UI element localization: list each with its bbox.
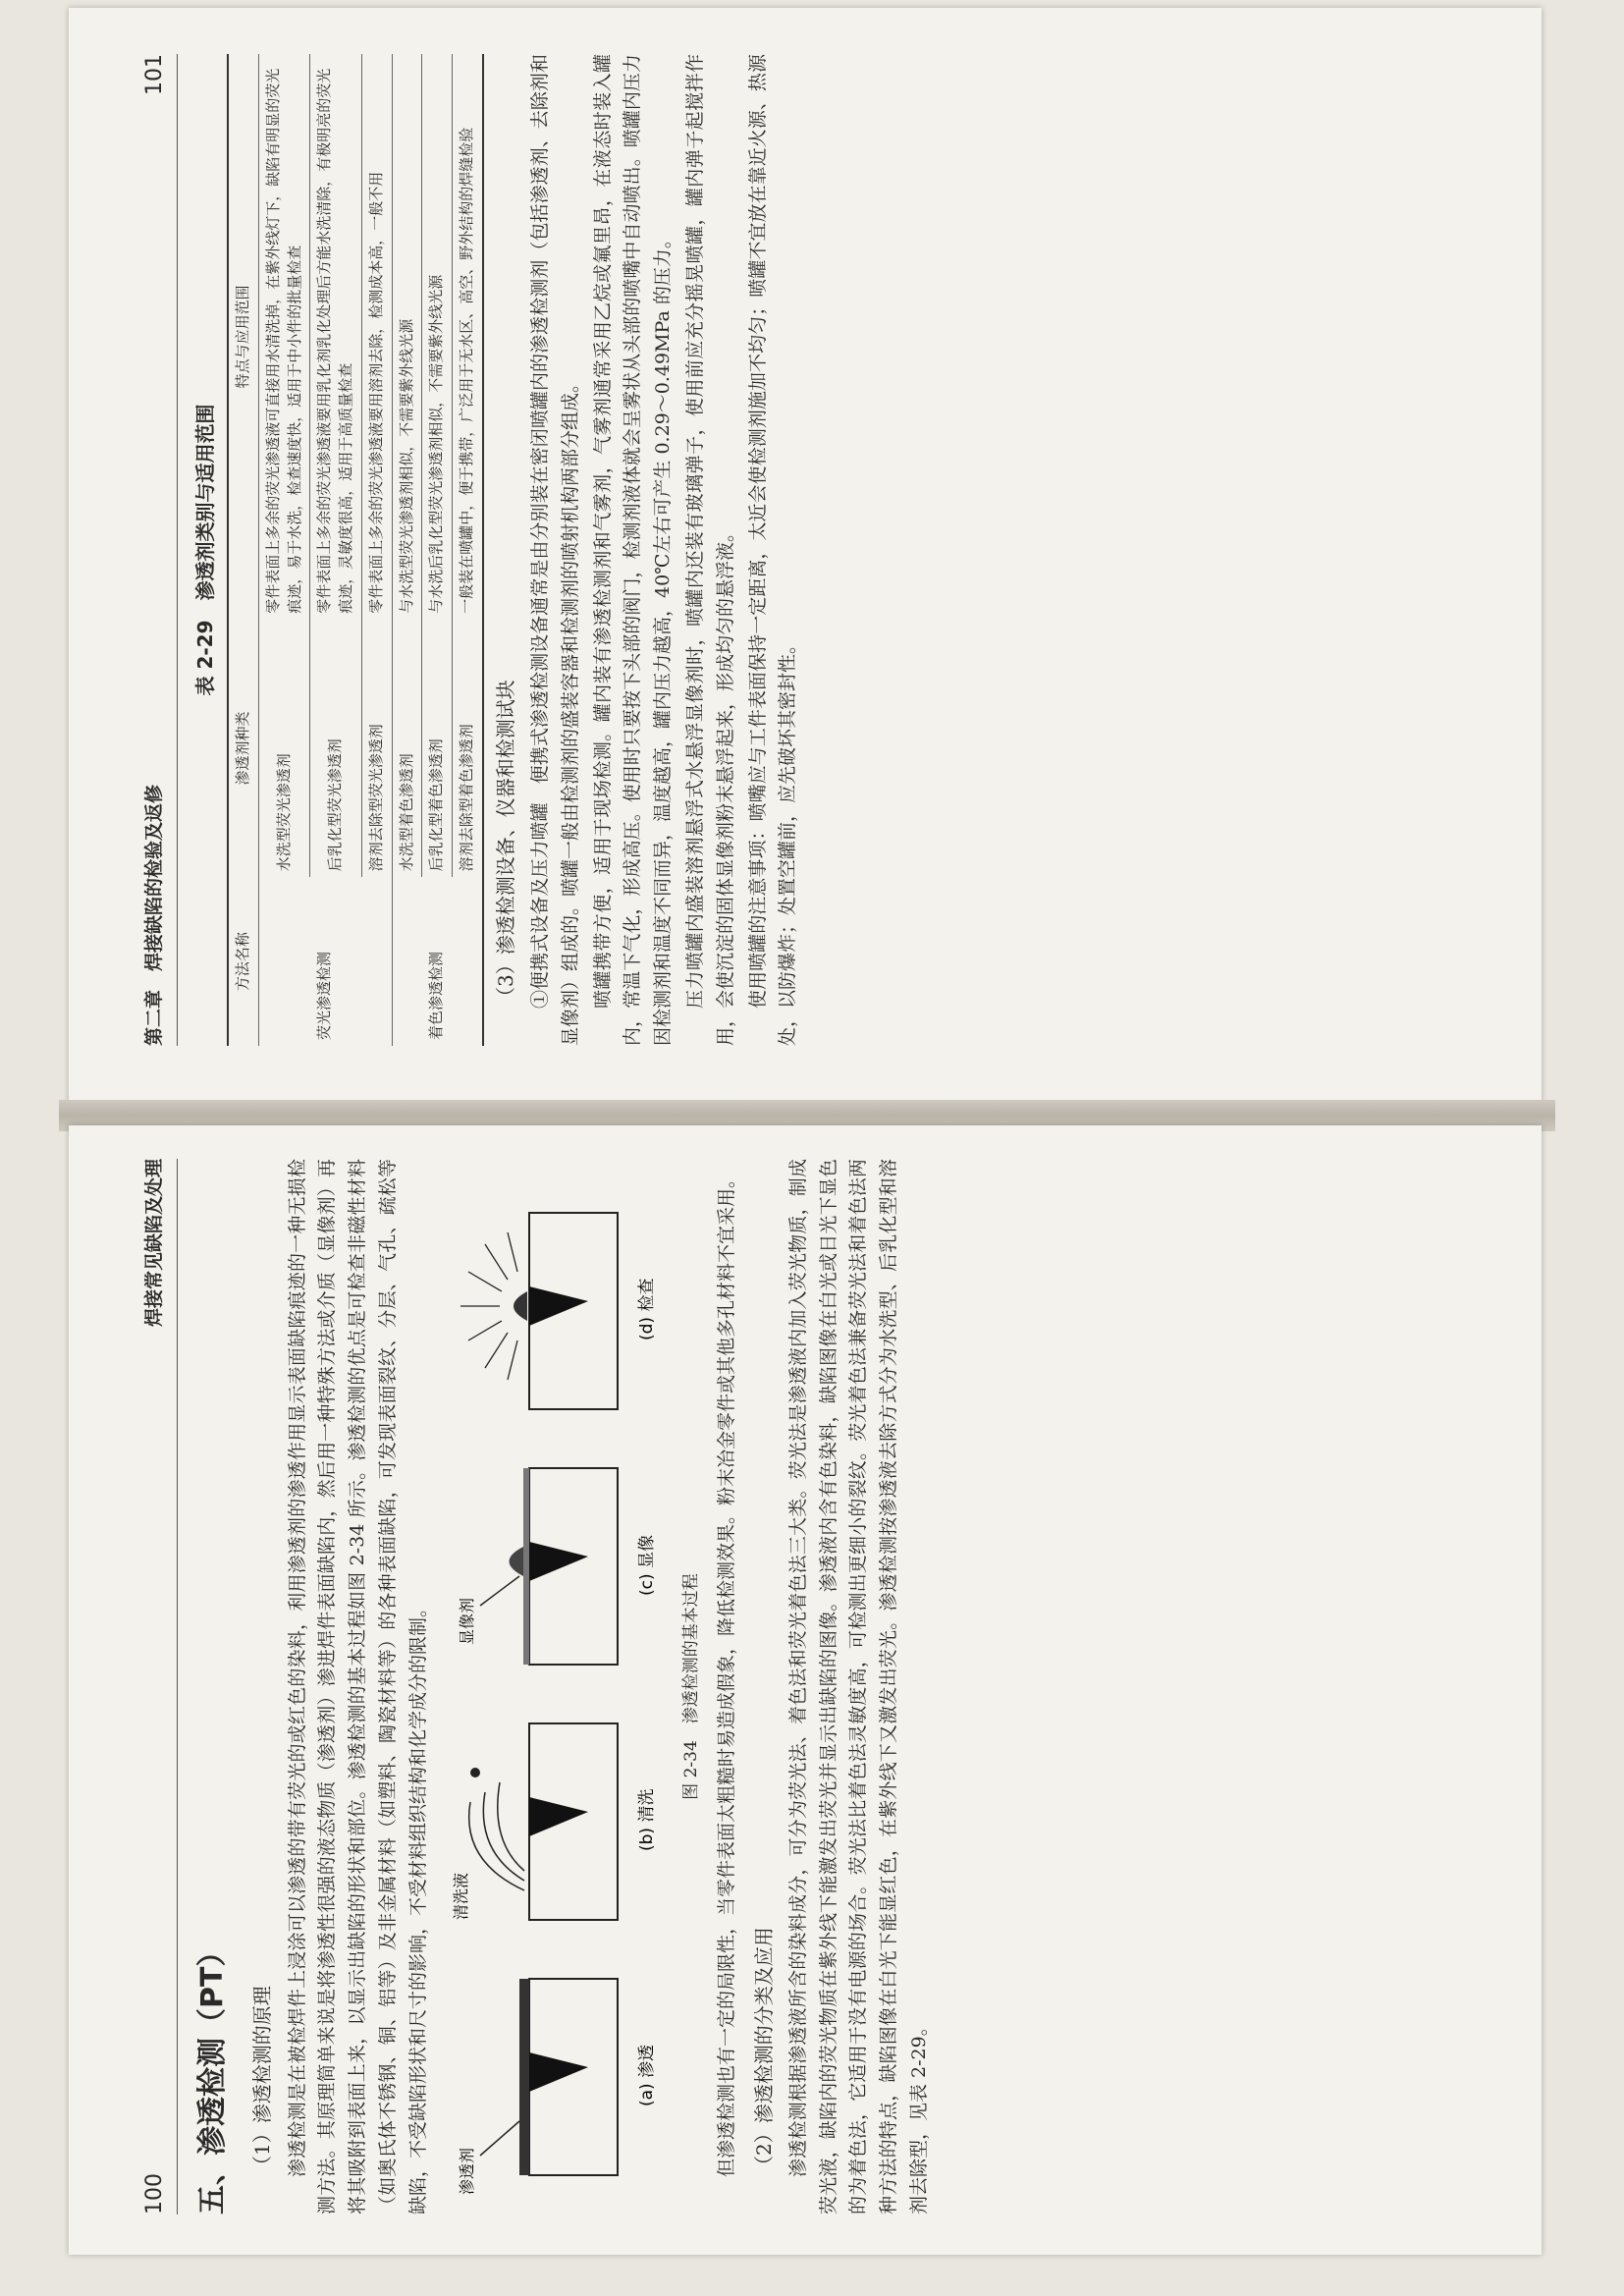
panel-caption: (d) 检查 bbox=[637, 1278, 658, 1340]
table-cell-desc: 与水洗后乳化型荧光渗透剂相似，不需要紫外线光源 bbox=[422, 54, 453, 620]
table-cell-desc: 零件表面上多余的荧光渗透液要用溶剂去除，检测成本高，一般不用 bbox=[361, 54, 392, 620]
cleaner-label: 清洗液 bbox=[452, 1872, 471, 1920]
defect-crack-c bbox=[529, 1542, 588, 1581]
body-paragraph: 但渗透检测也有一定的局限性，当零件表面太粗糙时易造成假象，降低检测效果。粉末冶金零件或其他多孔材料不宜采用。 bbox=[715, 1169, 737, 2177]
table-cell-desc: 零件表面上多余的荧光渗透液可直接用水清洗掉，在紫外线灯下，缺陷有明显的荧光痕迹，易于水洗，检查速度快，适用于中小件的批量检查 bbox=[258, 54, 310, 620]
figure-2-34 bbox=[441, 1159, 705, 2214]
cleaning-spray-lines bbox=[469, 1782, 524, 1890]
developer-label: 显像剂 bbox=[458, 1597, 477, 1645]
nozzle-icon bbox=[470, 1768, 480, 1777]
table-cell-desc: 零件表面上多余的荧光渗透液要用乳化剂乳化处理后方能水洗清除，有极明亮的荧光痕迹，灵敏度很高，适用于高质量检查 bbox=[310, 54, 362, 620]
page-100 bbox=[137, 1159, 1492, 2214]
table-header-kind: 渗透剂种类 bbox=[228, 620, 258, 878]
leader-line bbox=[480, 2121, 519, 2156]
running-head-title: 第二章 焊接缺陷的检验及返修 bbox=[143, 784, 166, 1046]
page-101 bbox=[137, 54, 1492, 1046]
panel-b bbox=[452, 1723, 657, 1920]
panel-c bbox=[458, 1468, 657, 1665]
penetrant-table bbox=[227, 54, 484, 1046]
running-head bbox=[137, 54, 178, 1046]
leader-line bbox=[480, 1576, 519, 1606]
body-paragraph: 喷罐携带方便，适用于现场检测。罐内装有渗透检测剂和气雾剂，气雾剂通常采用乙烷或氟里昂，在液态时装入罐内，常温下气化，形成高压。使用时只要按下头部的阀门，检测剂液体就会呈雾状从头部的喷嘴中自动喷出。喷罐内压力因检测剂和温度不同而异，温度越高，罐内压力越高，40℃左右可产生 0.29～0.49MPa 的压力。 bbox=[591, 54, 675, 1046]
table-cell-desc: 一般装在喷罐中，便于携带，广泛用于无水区、高空、野外结构的焊缝检验 bbox=[453, 54, 483, 620]
panel-a bbox=[458, 1979, 657, 2195]
running-head bbox=[137, 1159, 178, 2214]
table-cell-method: 荧光渗透检测 bbox=[258, 877, 392, 1046]
developer-layer bbox=[523, 1468, 529, 1665]
defect-crack-a bbox=[529, 2052, 588, 2092]
subsection-heading: （2）渗透检测的分类及应用 bbox=[751, 1927, 776, 2175]
table-cell-kind: 溶剂去除型着色渗透剂 bbox=[453, 620, 483, 878]
table-header-desc: 特点与应用范围 bbox=[228, 54, 258, 620]
table-cell-kind: 后乳化型荧光渗透剂 bbox=[310, 620, 362, 878]
body-paragraph: ①便携式设备及压力喷罐 便携式渗透检测设备通常是由分别装在密闭喷罐内的渗透检测剂（包括渗透剂、去除剂和显像剂）组成的。喷罐一般由检测剂的盛装容器和检测剂的喷射机构两部分组成。 bbox=[529, 54, 581, 1046]
table-cell-method: 着色渗透检测 bbox=[392, 877, 483, 1046]
figure-caption: 图 2-34 渗透检测的基本过程 bbox=[681, 1573, 702, 1800]
bleed-out-indication bbox=[510, 1547, 524, 1576]
panel-caption: (a) 渗透 bbox=[637, 2044, 658, 2106]
section-title: 五、渗透检测（PT） bbox=[194, 1937, 230, 2214]
page-number: 101 bbox=[142, 54, 167, 95]
panel-caption: (c) 显像 bbox=[637, 1534, 658, 1596]
table-cell-desc: 与水洗型荧光渗透剂相似，不需要紫外线光源 bbox=[392, 54, 422, 620]
running-head-title: 焊接常见缺陷及处理 bbox=[143, 1159, 166, 1328]
table-header-method: 方法名称 bbox=[228, 877, 258, 1046]
indication-d bbox=[514, 1291, 527, 1321]
body-paragraph: 渗透检测根据渗透液所含的染料成分，可分为荧光法、着色法和荧光着色法三大类。荧光法是渗透液内加入荧光物质，制成荧光液，缺陷内的荧光物质在紫外线下能激发出荧光并显示出缺陷的图像。渗透液内含有色染料，缺陷图像在白光或日光下显色的为着色法，它适用于没有电源的场合。荧光法比着色法灵敏度高，可检测出更细小的裂纹。荧光着色法兼备荧光法和着色法两种方法的特点，缺陷图像在白光下能显红色，在紫外线下又激发出荧光。渗透检测按渗透液去除方式分为水洗型、后乳化型和溶剂去除型，见表 2-29。 bbox=[786, 1159, 930, 2214]
body-paragraph: 使用喷罐的注意事项：喷嘴应与工件表面保持一定距离，太近会使检测剂施加不均匀；喷罐不宜放在靠近火源、热源处，以防爆炸；处置空罐前，应先破坏其密封性。 bbox=[746, 54, 799, 1046]
panel-d bbox=[460, 1213, 657, 1409]
subsection-heading: （1）渗透检测的原理 bbox=[250, 1986, 275, 2175]
panel-caption: (b) 清洗 bbox=[637, 1788, 658, 1851]
defect-crack-b bbox=[529, 1797, 588, 1836]
body-paragraph: 压力喷罐内盛装溶剂悬浮式水悬浮显像剂时，喷罐内还装有玻璃弹子，使用前应充分摇晃喷罐，罐内弹子起搅拌作用，会使沉淀的固体显像剂粉末悬浮起来，形成均匀的悬浮液。 bbox=[683, 54, 736, 1046]
light-rays-icon bbox=[460, 1232, 517, 1380]
body-paragraph: 渗透检测是在被检焊件上浸涂可以渗透的带有荧光的或红色的染料，利用渗透剂的渗透作用显示表面缺陷痕迹的一种无损检测方法。其原理简单来说是将渗透性很强的液态物质（渗透剂）渗进焊件表面缺陷内，然后用一种特殊方法或介质（显像剂）再将其吸附到表面上来，以显示出缺陷的形状和部位。渗透检测的基本过程如图 2-34 所示。渗透检测的优点是可检查非磁性材料（如奥氏体不锈钢、铜、铝等）及非金属材料（如塑料、陶瓷材料等）的各种表面缺陷，可发现表面裂纹、分层、气孔、疏松等缺陷，不受缺陷形状和尺寸的影响，不受材料组织结构和化学成分的限制。 bbox=[286, 1159, 429, 2214]
table-cell-kind: 水洗型荧光渗透剂 bbox=[258, 620, 310, 878]
table-cell-kind: 水洗型着色渗透剂 bbox=[392, 620, 422, 878]
defect-crack-d bbox=[529, 1286, 588, 1326]
table-row bbox=[392, 54, 422, 1046]
table-caption: 表 2-29 渗透剂类别与适用范围 bbox=[192, 404, 217, 696]
penetrant-label: 渗透剂 bbox=[458, 2147, 477, 2195]
page-number: 100 bbox=[142, 2173, 167, 2214]
penetrant-process-diagram bbox=[441, 1159, 667, 2214]
penetrant-layer bbox=[519, 1979, 529, 2175]
table-cell-kind: 后乳化型着色渗透剂 bbox=[422, 620, 453, 878]
subsection-heading: （3）渗透检测设备、仪器和检测试块 bbox=[493, 680, 517, 1007]
table-row bbox=[258, 54, 310, 1046]
table-cell-kind: 溶剂去除型荧光渗透剂 bbox=[361, 620, 392, 878]
